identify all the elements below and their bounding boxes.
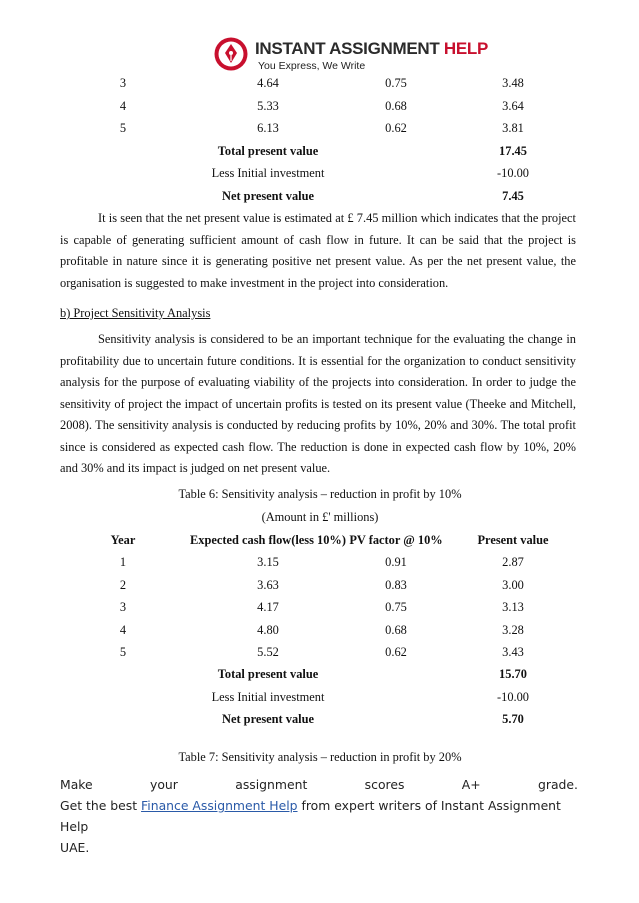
cell-year: 4 (119, 622, 127, 637)
npv-value: 5.70 (502, 712, 524, 727)
promo-line-2 (60, 795, 578, 837)
table-row (60, 120, 580, 140)
table-row (60, 75, 580, 95)
header-cash-flow: Expected cash flow(less 10%) (190, 533, 346, 547)
cell-year: 1 (119, 555, 127, 570)
promo-word: A+ (461, 777, 481, 792)
table-header-row (60, 532, 580, 552)
cell-cash-flow: 5.52 (257, 645, 279, 659)
promo-word: your (150, 777, 178, 792)
para1-text: It is seen that the net present value is estimated at £ 7.45 million which indicates that the project is capable of generating sufficient amount of cash flow in future. It can be said that the project is profitable in nature since it is generating positive net present value. As per the net present value, the organisation is suggested to make investment in the project into consideration. (60, 211, 576, 290)
cell-cash-flow: 3.63 (257, 577, 279, 592)
npv-row (60, 711, 580, 731)
total-row (60, 666, 580, 686)
promo-footer (60, 774, 578, 858)
npv-label: Net present value (222, 712, 314, 727)
table-row (60, 577, 580, 597)
less-investment-row (60, 165, 580, 185)
cell-cash-flow: 4.64 (257, 76, 279, 90)
cell-present-value: 3.28 (502, 622, 524, 637)
brand-name (255, 39, 488, 59)
cell-pv-factor: 0.75 (385, 600, 407, 615)
total-label: Total present value (217, 143, 319, 158)
table-row (60, 644, 580, 664)
cell-pv-factor: 0.91 (385, 555, 407, 570)
cell-present-value: 3.00 (502, 577, 524, 592)
cell-pv-factor: 0.62 (385, 121, 407, 135)
brand-tagline: You Express, We Write (258, 60, 366, 72)
total-value: 15.70 (499, 667, 527, 682)
finance-assignment-help-link[interactable]: Finance Assignment Help (141, 798, 298, 813)
total-row (60, 143, 580, 163)
brand-logo (213, 34, 489, 76)
cell-year: 2 (119, 577, 127, 592)
table-row (60, 554, 580, 574)
table-row (60, 622, 580, 642)
cell-cash-flow: 5.33 (257, 98, 279, 113)
header-present-value: Present value (477, 533, 549, 547)
cell-present-value: 2.87 (502, 555, 524, 570)
header-pv-factor: PV factor @ 10% (349, 533, 443, 547)
promo-prefix: Get the best (60, 798, 142, 813)
table-6-caption: Table 6: Sensitivity analysis – reduction in profit by 10% (178, 487, 462, 501)
total-label: Total present value (217, 667, 319, 682)
npv-label: Net present value (222, 188, 314, 203)
cell-pv-factor: 0.68 (385, 98, 407, 113)
cell-pv-factor: 0.62 (385, 645, 407, 659)
cell-cash-flow: 3.15 (257, 555, 279, 570)
promo-word: assignment (235, 777, 308, 792)
less-investment-row (60, 689, 580, 709)
npv-row (60, 188, 580, 208)
promo-line-3: UAE. (60, 840, 90, 855)
less-investment-value: -10.00 (496, 689, 530, 704)
table-7-caption: Table 7: Sensitivity analysis – reduction in profit by 20% (178, 750, 462, 764)
less-investment-label: Less Initial investment (211, 689, 325, 704)
cell-pv-factor: 0.75 (385, 76, 407, 90)
npv-value: 7.45 (502, 188, 524, 203)
cell-year: 5 (119, 121, 127, 135)
table-6-unit: (Amount in £' millions) (261, 510, 379, 524)
cell-year: 4 (119, 98, 127, 113)
cell-year: 5 (119, 645, 127, 659)
cell-cash-flow: 6.13 (257, 121, 279, 135)
table-row (60, 599, 580, 619)
table-row (60, 98, 580, 118)
promo-word: grade. (538, 777, 578, 792)
cell-cash-flow: 4.17 (257, 600, 279, 615)
cell-present-value: 3.13 (502, 600, 524, 615)
cell-pv-factor: 0.83 (385, 577, 407, 592)
brand-main-text: INSTANT ASSIGNMENT (255, 39, 440, 58)
brand-help-text: HELP (443, 39, 489, 58)
sensitivity-paragraph (60, 329, 576, 480)
cell-year: 3 (119, 600, 127, 615)
cell-present-value: 3.81 (502, 121, 524, 135)
cell-pv-factor: 0.68 (385, 622, 407, 637)
para2-text: Sensitivity analysis is considered to be an important technique for the evaluating the change in profitability due to uncertain future conditions. It is essential for the organization to conduct sensitivity analysis for the purpose of evaluating viability of the projects into consideration. In order to judge the sensitivity of project the impact of uncertain profits is tested on its present value (Theeke and Mitchell, 2008). The sensitivity analysis is conducted by reducing profits by 10%, 20% and 30%. The total profit since is considered as expected cash flow. The reduction is done in expected cash flow by 10%, 20% and 30% and its impact is judged on net present value. (60, 332, 576, 475)
cell-year: 3 (119, 76, 127, 90)
promo-suffix: from expert writers of Instant Assignment Help (60, 798, 561, 834)
less-investment-value: -10.00 (496, 166, 530, 180)
npv-conclusion-paragraph (60, 208, 576, 294)
promo-line-1 (60, 774, 578, 795)
cell-present-value: 3.43 (502, 645, 524, 659)
promo-word: scores (364, 777, 405, 792)
less-investment-label: Less Initial investment (211, 166, 325, 180)
promo-word: Make (60, 777, 93, 792)
section-heading-b: b) Project Sensitivity Analysis (60, 306, 211, 320)
cell-cash-flow: 4.80 (257, 622, 279, 637)
cell-present-value: 3.64 (502, 98, 524, 113)
total-value: 17.45 (499, 143, 527, 158)
header-year: Year (110, 533, 136, 547)
cell-present-value: 3.48 (502, 76, 524, 90)
pen-nib-logo-icon (213, 36, 249, 72)
